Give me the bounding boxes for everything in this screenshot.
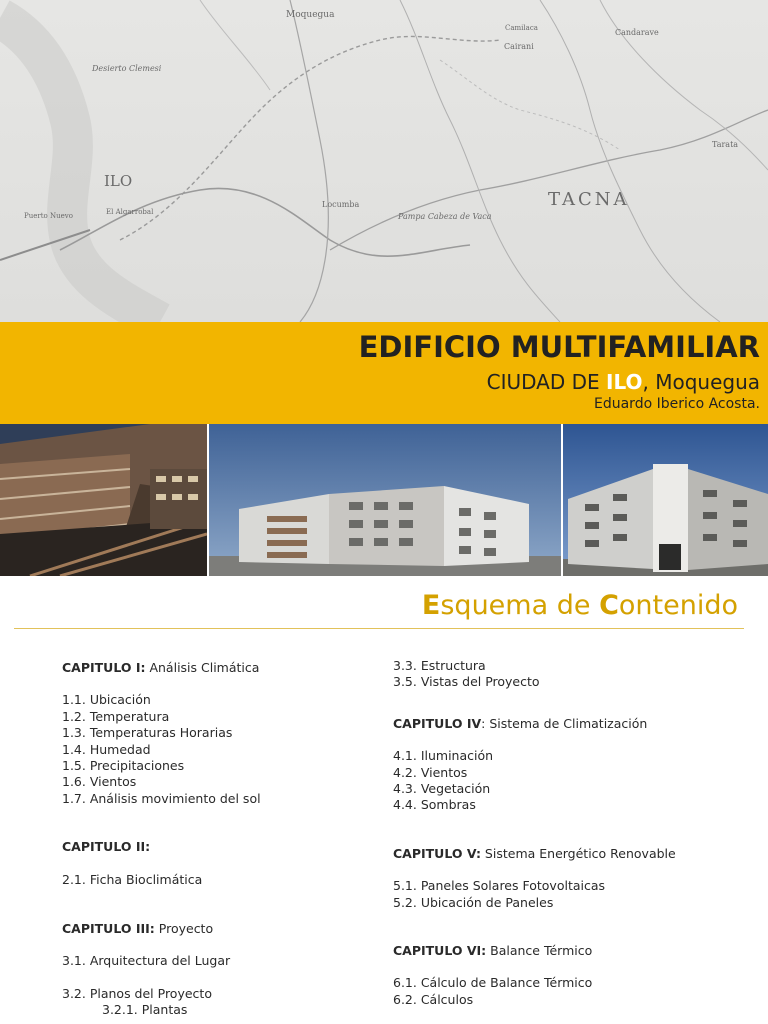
chapter-2 (62, 839, 261, 855)
chapter-3 (62, 921, 261, 937)
map-label-pampa: Pampa Cabeza de Vaca (398, 212, 492, 221)
chapter-5-label: CAPITULO V: (393, 845, 481, 861)
document-author: Eduardo Iberico Acosta. (594, 396, 760, 412)
list-item: 1.3. Temperaturas Horarias (62, 725, 233, 741)
map-label-moquegua: Moquegua (286, 10, 335, 20)
map-label-locumba: Locumba (322, 200, 360, 209)
chapter-3-title: Proyecto (154, 921, 214, 937)
chapter-4 (393, 716, 676, 732)
list-item: 4.3. Vegetación (393, 781, 491, 797)
subtitle-suffix: , Moquegua (642, 370, 760, 394)
chapter-5 (393, 846, 676, 862)
chapter-6-label: CAPITULO VI: (393, 943, 487, 959)
map-image (0, 0, 768, 322)
chapter-3-label: CAPITULO III: (62, 921, 155, 937)
list-item: 2.1. Ficha Bioclimática (62, 871, 203, 887)
map-label-tacna: TACNA (548, 189, 630, 210)
photo-building-angle (563, 424, 768, 576)
chapter-1 (62, 660, 261, 676)
document-title: EDIFICIO MULTIFAMILIAR (358, 330, 760, 364)
list-item: 3.2. Planos del Proyecto (62, 985, 212, 1001)
list-item: 3.1. Arquitectura del Lugar (62, 953, 231, 969)
list-item: 4.1. Iluminación (393, 748, 494, 764)
map-label-tarata: Tarata (712, 140, 739, 149)
list-item: 1.6. Vientos (62, 774, 137, 790)
map-label-camilaca: Camilaca (505, 24, 538, 32)
map-label-algarrobal: El Algarrobal (106, 208, 154, 216)
document-subtitle (487, 370, 760, 394)
heading-rule (14, 628, 744, 629)
subtitle-prefix: CIUDAD DE (486, 370, 606, 394)
chapter-4-label: CAPITULO IV (393, 715, 482, 731)
chapter-5-title: Sistema Energético Renovable (480, 845, 676, 861)
list-item: 3.2.1. Plantas (102, 1002, 188, 1018)
list-item: 1.5. Precipitaciones (62, 758, 185, 774)
chapter-1-title: Análisis Climática (145, 660, 260, 675)
heading-e-letter: E (421, 590, 441, 621)
chapter-4-title: : Sistema de Climatización (481, 715, 648, 731)
contents-right-column (393, 658, 676, 1008)
list-item: 5.2. Ubicación de Paneles (393, 894, 554, 910)
chapter-1-label: CAPITULO I: (62, 660, 146, 675)
list-item: 1.2. Temperatura (62, 708, 170, 724)
render-photos (0, 424, 768, 576)
map-lines (0, 0, 768, 322)
photo-balcony (0, 424, 207, 576)
map-label-puerto-nuevo: Puerto Nuevo (24, 212, 73, 220)
contents-heading (422, 590, 738, 621)
list-item: 1.1. Ubicación (62, 692, 151, 708)
list-item: 4.2. Vientos (393, 764, 468, 780)
heading-c-letter: C (599, 590, 619, 621)
map-label-cairani: Cairani (504, 42, 534, 51)
chapter-6 (393, 943, 676, 959)
list-item: 1.4. Humedad (62, 741, 151, 757)
list-item: 3.3. Estructura (393, 658, 486, 673)
heading-c-rest: ontenido (618, 590, 738, 621)
contents-left-column (62, 660, 261, 1019)
photo-building-front (209, 424, 561, 576)
list-item: 3.5. Vistas del Proyecto (393, 674, 540, 690)
map-label-candarave: Candarave (615, 28, 659, 37)
chapter-6-title: Balance Térmico (486, 943, 593, 959)
list-item: 5.1. Paneles Solares Fotovoltaicas (393, 878, 606, 894)
title-banner (0, 322, 768, 424)
list-item: 4.4. Sombras (393, 797, 476, 813)
map-label-ilo: ILO (104, 172, 133, 190)
subtitle-highlight: ILO (606, 370, 643, 394)
chapter-2-label: CAPITULO II: (62, 839, 151, 855)
list-item: 6.1. Cálculo de Balance Térmico (393, 975, 593, 991)
map-label-desierto: Desierto Clemesi (92, 64, 162, 73)
list-item: 6.2. Cálculos (393, 991, 474, 1007)
list-item: 1.7. Análisis movimiento del sol (62, 790, 261, 806)
heading-e-rest: squema de (440, 590, 600, 621)
